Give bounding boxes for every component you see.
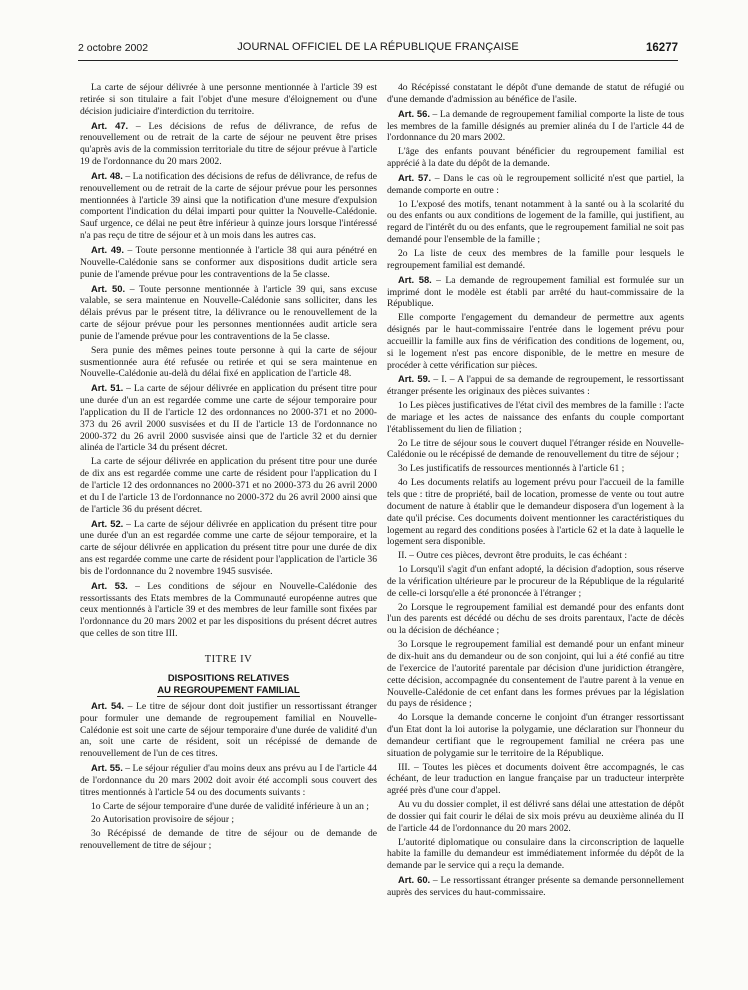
- article-48: [80, 170, 377, 242]
- article-49: [80, 244, 377, 281]
- article-label: Art. 60.: [398, 874, 431, 886]
- paragraph: La carte de séjour délivrée à une personne mentionnée à l'article 39 est retirée si son titulaire a fait l'objet d'une mesure d'éloignement ou d'une décision judiciaire d'interdiction du territoire.: [80, 82, 377, 117]
- article-text: – La demande de regroupement familial est formulée sur un imprimé dont le modèle est établi par arrêté du haut-commissaire de la République.: [387, 274, 684, 310]
- article-53: [80, 580, 377, 640]
- list-item: 1o Carte de séjour temporaire d'une durée de validité inférieure à un an ;: [91, 800, 369, 812]
- article-label: Art. 58.: [398, 273, 432, 285]
- left-column: [80, 82, 377, 854]
- article-55: [80, 762, 377, 799]
- list-item: 1o L'exposé des motifs, tenant notamment à la santé ou à la scolarité du ou des enfants ou aux conditions de logement de la famille, qui justifient, au regard de l'intérêt du ou des enfants, que le regroupement familial ne soit pas demandé pour l'ensemble de la famille ;: [387, 198, 684, 246]
- header-page-number: 16277: [646, 42, 678, 54]
- paragraph: La carte de séjour délivrée en application du présent titre pour une durée de dix ans est regardée comme une carte de résident pour l'application du I de l'article 12 des ordonnances no 2000-371 et no 2000-373 du 26 avril 2000 et du I de l'article 13 de l'ordonnance no 2000-372 du 26 avril 2000 ainsi que de l'article 36 du présent décret.: [80, 456, 377, 515]
- article-56: [387, 108, 684, 145]
- paragraph: Elle comporte l'engagement du demandeur de permettre aux agents désignés par le haut-commissaire l'entrée dans le logement prévu pour accueillir la famille aux fins de vérification des conditions de logement, ou, si le logement n'est pas encore disponible, de le mettre en mesure de procéder à cette vérification sur pièces.: [387, 312, 684, 371]
- article-label: Art. 51.: [91, 382, 124, 394]
- article-text: – La demande de regroupement familial comporte la liste de tous les membres de la famille désignés au premier alinéa du I de l'article 44 de l'ordonnance du 20 mars 2002.: [387, 108, 684, 144]
- article-label: Art. 53.: [91, 579, 128, 591]
- article-label: Art. 49.: [91, 243, 124, 255]
- page-header: [78, 40, 678, 58]
- titre-subheading-text: AU REGROUPEMENT FAMILIAL: [157, 683, 300, 695]
- article-text: – La notification des décisions de refus de délivrance, de refus de renouvellement ou de retrait de la carte de séjour prévue pour les personnes mentionnées à l'article 39 ainsi que la notification d'une mesure d'expulsion comportent l'indication du délai imparti pour quitter la Nouvelle-Calédonie. Sauf urgence, ce délai ne peut être inférieur à quinze jours lorsque l'intéressé n'a pas reçu de titre de séjour et à un mois dans les autres cas.: [80, 170, 377, 242]
- article-52: [80, 518, 377, 578]
- article-54: [80, 700, 377, 760]
- list-item: 4o Lorsque la demande concerne le conjoint d'un étranger ressortissant d'un Etat dont la loi autorise la polygamie, une déclaration sur l'honneur du demandeur certifiant que le regroupement familial ne créera pas une situation de polygamie sur le territoire de la République.: [387, 712, 684, 759]
- paragraph: Sera punie des mêmes peines toute personne à qui la carte de séjour susmentionnée aura été refusée ou retirée et qui se sera maintenue en Nouvelle-Calédonie au-delà du délai fixé en application de l'article 48.: [80, 344, 377, 380]
- list-item: 2o Lorsque le regroupement familial est demandé pour des enfants dont l'un des parents est décédé ou déchu de ses droits parentaux, l'acte de décès ou la décision de déchéance ;: [387, 601, 684, 637]
- article-59: [387, 373, 684, 398]
- list-item: 3o Récépissé de demande de titre de séjour ou de demande de renouvellement de titre de séjour ;: [80, 828, 377, 852]
- article-text: – Les décisions de refus de délivrance, de refus de renouvellement ou de retrait de la carte de séjour ne peuvent être prises qu'après avis de la commission territoriale du titre de séjour prévue à l'article 19 de l'ordonnance du 20 mars 2002.: [80, 120, 377, 168]
- paragraph: Au vu du dossier complet, il est délivré sans délai une attestation de dépôt de dossier qui fait courir le délai de six mois prévu au deuxième alinéa du II de l'article 44 de l'ordonnance du 20 mars 2002.: [387, 799, 684, 834]
- titre-heading: TITRE IV: [204, 653, 253, 665]
- article-text: – I. – A l'appui de sa demande de regroupement, le ressortissant étranger présente les originaux des pièces suivantes :: [387, 374, 684, 398]
- article-label: Art. 47.: [91, 119, 129, 131]
- titre-subheading: DISPOSITIONS RELATIVES: [167, 671, 290, 683]
- article-text: – La carte de séjour délivrée en application du présent titre pour une durée d'un an est regardée comme une carte de séjour temporaire, et la carte de séjour délivrée en application du présent titre pour une durée de dix ans est regardée comme une carte de résident pour l'application de l'article 36 bis de l'ordonnance du 2 novembre 1945 susvisée.: [80, 518, 378, 577]
- right-column: [387, 82, 684, 901]
- article-label: Art. 54.: [91, 699, 125, 711]
- article-60: [387, 874, 684, 899]
- titre-subheading: [80, 684, 377, 696]
- article-label: Art. 52.: [91, 517, 124, 529]
- article-text: – Le titre de séjour dont doit justifier un ressortissant étranger pour formuler une demande de regroupement familial en Nouvelle-Calédonie est soit une carte de séjour temporaire d'une durée de validité d'un an, soit une carte de résident, soit un récépissé de demande de renouvellement de l'un de ces titres.: [80, 700, 377, 760]
- article-text: – La carte de séjour délivrée en application du présent titre pour une durée d'un an est regardée comme une carte de séjour temporaire pour l'application du II de l'article 12 des ordonnances no 2000-371 et no 2000-373 du 26 avril 2000 susvisées et du II de l'article 13 de l'ordonnance no 2000-372 du 26 avril 2000 susvisée ainsi que de l'article 32 et du dernier alinéa de l'article 34 du présent décret.: [80, 383, 377, 454]
- article-label: Art. 57.: [398, 171, 432, 183]
- list-item: 4o Récépissé constatant le dépôt d'une demande de statut de réfugié ou d'une demande d'admission au bénéfice de l'asile.: [387, 82, 684, 105]
- list-item: 2o La liste de ceux des membres de la famille pour lesquels le regroupement familial est demandé.: [387, 247, 684, 271]
- paragraph: L'âge des enfants pouvant bénéficier du regroupement familial est apprécié à la date du dépôt de la demande.: [387, 146, 684, 170]
- article-58: [387, 274, 684, 311]
- article-51: [80, 382, 377, 454]
- header-date: 2 octobre 2002: [78, 42, 149, 54]
- list-item: 1o Lorsqu'il s'agit d'un enfant adopté, la décision d'adoption, sous réserve de la vérification ultérieure par le procureur de la République de la régularité de celle-ci lorsqu'elle a été prononcée à l'étranger ;: [387, 564, 684, 599]
- article-label: Art. 59.: [398, 373, 431, 385]
- article-text: – Le ressortissant étranger présente sa demande personnellement auprès des services du haut-commissaire.: [387, 875, 684, 898]
- article-label: Art. 50.: [91, 282, 126, 294]
- article-47: [80, 120, 377, 168]
- article-50: [80, 283, 377, 343]
- article-text: – Toute personne mentionnée à l'article 39 qui, sans excuse valable, se sera maintenue en Nouvelle-Calédonie sans solliciter, dans les délais prévus par le présent titre, la délivrance ou le renouvellement de la carte de séjour prévue pour les personnes mentionnées audit article sera punie de l'amende prévue pour les contraventions de la 5e classe.: [80, 283, 377, 342]
- list-item: 3o Les justificatifs de ressources mentionnés à l'article 61 ;: [398, 463, 625, 475]
- header-journal-title: JOURNAL OFFICIEL DE LA RÉPUBLIQUE FRANÇAISE: [237, 41, 519, 53]
- article-text: – Toute personne mentionnée à l'article 38 qui aura pénétré en Nouvelle-Calédonie sans se conformer aux dispositions dudit article sera punie de l'amende prévue pour les contraventions de la 5e classe.: [80, 244, 377, 280]
- article-text: – Les conditions de séjour en Nouvelle-Calédonie des ressortissants des Etats membres de la Communauté européenne autres que ceux mentionnés à l'article 39 et des membres de leur famille sont fixées par l'ordonnance du 20 mars 2002 et par les dispositions du présent décret autres que celles de son titre III.: [80, 580, 377, 640]
- list-item: 1o Les pièces justificatives de l'état civil des membres de la famille : l'acte de mariage et les actes de naissance des enfants du couple comportant l'établissement du lien de filiation ;: [387, 400, 684, 435]
- article-57: [387, 172, 684, 197]
- list-item: 2o Le titre de séjour sous le couvert duquel l'étranger réside en Nouvelle-Calédonie ou le récépissé de demande de renouvellement du titre de séjour ;: [387, 437, 684, 461]
- article-text: – Le séjour régulier d'au moins deux ans prévu au I de l'article 44 de l'ordonnance du 20 mars 2002 doit avoir été accompli sous couvert des titres mentionnés à l'article 54 ou des documents suivants :: [80, 763, 377, 798]
- article-label: Art. 56.: [398, 107, 430, 119]
- list-item: 2o Autorisation provisoire de séjour ;: [91, 814, 235, 826]
- paragraph: L'autorité diplomatique ou consulaire dans la circonscription de laquelle habite la famille du demandeur est immédiatement informée du dépôt de la demande par le service qui a reçu la demande.: [387, 836, 684, 872]
- article-text: – Dans le cas où le regroupement sollicité n'est que partiel, la demande comporte en outre :: [387, 172, 684, 196]
- list-item: 3o Lorsque le regroupement familial est demandé pour un enfant mineur de dix-huit ans du demandeur ou de son conjoint, qui lui a été confié au titre de l'exercice de l'autorité parentale par décision d'une juridiction étrangère, cette décision, accompagnée du consentement de l'autre parent à la venue en Nouvelle-Calédonie de cet enfant dans les formes prévues par la législation du pays de résidence ;: [387, 639, 684, 710]
- paragraph: II. – Outre ces pièces, devront être produits, le cas échéant :: [398, 550, 628, 562]
- article-label: Art. 48.: [91, 169, 123, 181]
- paragraph: III. – Toutes les pièces et documents doivent être accompagnés, le cas échéant, de leur traduction en langue française par un traducteur interprète agréé près d'une cour d'appel.: [387, 761, 684, 797]
- article-label: Art. 55.: [91, 762, 123, 774]
- list-item: 4o Les documents relatifs au logement prévu pour l'accueil de la famille tels que : titre de propriété, bail de location, promesse de vente ou tout autre document de nature à établir que le demandeur disposera d'un logement à la date qu'il précise. Ces documents doivent mentionner les caractéristiques du logement au regard des conditions posées à l'article 62 et la date à laquelle le logement sera disponible.: [387, 477, 684, 548]
- header-rule: [78, 60, 678, 61]
